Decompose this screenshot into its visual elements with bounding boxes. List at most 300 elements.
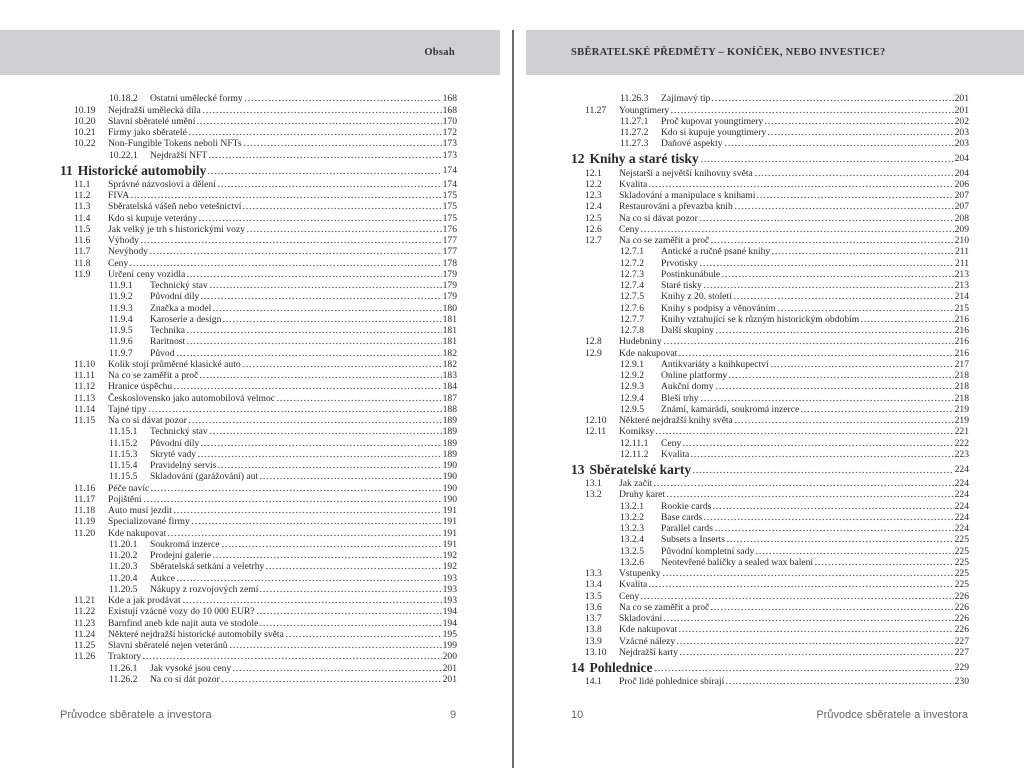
toc-entry[interactable]: [571, 545, 969, 556]
toc-entry[interactable]: [60, 257, 457, 268]
toc-entry-number: 11.20.3: [109, 561, 138, 573]
toc-entry-number: 11.9.5: [109, 325, 133, 336]
toc-entry[interactable]: [60, 494, 457, 505]
toc-entry-number: 11.15.4: [109, 460, 138, 471]
toc-entry-page: 213: [954, 268, 969, 280]
toc-entry-number: 11.3: [74, 201, 91, 213]
toc-entry[interactable]: [571, 392, 969, 403]
toc-entry[interactable]: [571, 190, 969, 201]
right-page-toc: [571, 93, 969, 687]
toc-entry-number: 11.26.1: [109, 662, 138, 674]
toc-entry[interactable]: [60, 460, 457, 471]
toc-entry-number: 13.10: [585, 646, 607, 658]
toc-entry-page: 213: [954, 280, 969, 291]
toc-entry-title: Pravidelný servis: [150, 460, 217, 471]
toc-entry-title: Kvalita: [619, 178, 648, 190]
toc-entry[interactable]: [60, 404, 457, 415]
toc-entry-title: Kvalita: [661, 448, 690, 460]
toc-entry-page: 203: [954, 138, 969, 150]
toc-entry[interactable]: [60, 392, 457, 403]
toc-entry[interactable]: [60, 224, 457, 235]
toc-entry[interactable]: [571, 534, 969, 545]
toc-dot-leader: [259, 619, 441, 627]
toc-entry[interactable]: [571, 590, 969, 601]
toc-entry-page: 208: [954, 212, 969, 224]
toc-dot-leader: [663, 614, 953, 622]
toc-entry-number: 11.25: [74, 640, 96, 651]
toc-entry-page: 182: [442, 347, 457, 359]
toc-entry[interactable]: [571, 489, 969, 500]
toc-entry-title: Původní díly: [150, 291, 200, 303]
toc-entry[interactable]: [571, 557, 969, 568]
toc-entry[interactable]: [60, 314, 457, 325]
toc-entry-number: 10.19: [74, 104, 96, 116]
toc-entry-title: Některé nejdražší knihy světa: [619, 415, 733, 426]
toc-entry-page: 203: [954, 127, 969, 138]
toc-entry-title: Antikvariáty a knihkupectví: [661, 358, 769, 370]
toc-entry[interactable]: [60, 674, 457, 685]
toc-dot-leader: [188, 128, 442, 136]
toc-entry-number: 13.2.5: [620, 545, 644, 557]
toc-entry[interactable]: [60, 584, 457, 595]
toc-chapter-heading[interactable]: [571, 660, 969, 675]
toc-entry-page: 193: [442, 583, 457, 595]
toc-dot-leader: [764, 117, 953, 125]
toc-entry-number: 11.9.2: [109, 291, 133, 303]
toc-entry[interactable]: [571, 302, 969, 313]
toc-entry[interactable]: [60, 149, 457, 160]
toc-dot-leader: [259, 585, 441, 593]
toc-entry[interactable]: [571, 426, 969, 437]
toc-entry-number: 12.10: [585, 415, 607, 426]
toc-dot-leader: [682, 439, 953, 447]
toc-entry-title: Původní kompletní sady: [661, 545, 755, 557]
toc-entry-page: 200: [442, 651, 457, 663]
toc-entry-number: 11.9.1: [109, 280, 133, 291]
toc-entry-title: Na co se zaměřit a proč: [619, 235, 710, 246]
toc-entry-page: 180: [442, 302, 457, 314]
right-footer-page-number: 10: [571, 709, 584, 721]
toc-entry-number: 11.19: [74, 516, 96, 528]
toc-entry[interactable]: [571, 381, 969, 392]
toc-entry[interactable]: [571, 314, 969, 325]
toc-entry-title: Historické automobily: [77, 162, 207, 178]
toc-entry-number: 11.11: [74, 370, 95, 381]
toc-entry-page: 226: [954, 613, 969, 624]
toc-entry-number: 12.11.1: [620, 437, 649, 449]
toc-entry-title: Tajné tipy: [108, 403, 147, 415]
toc-entry-number: 13.6: [585, 601, 602, 613]
toc-entry-title: Staré tisky: [661, 280, 702, 291]
toc-dot-leader: [712, 502, 953, 510]
toc-dot-leader: [229, 641, 442, 649]
toc-dot-leader: [186, 326, 442, 334]
toc-entry-number: 11.6: [74, 235, 91, 246]
toc-entry-number: 11.8: [74, 257, 91, 269]
toc-entry-title: Ceny: [661, 437, 682, 449]
toc-entry-title: Traktory: [108, 651, 142, 663]
toc-entry-number: 13.5: [585, 590, 602, 602]
toc-entry-title: Na co se zaměřit a proč: [619, 601, 710, 613]
toc-entry[interactable]: [60, 190, 457, 201]
toc-entry-number: 11.26.2: [109, 673, 138, 685]
toc-entry[interactable]: [60, 127, 457, 138]
toc-dot-leader: [246, 225, 442, 233]
toc-chapter-heading[interactable]: [571, 462, 969, 477]
toc-entry[interactable]: [60, 280, 457, 291]
toc-dot-leader: [670, 106, 953, 114]
toc-entry[interactable]: [60, 617, 457, 628]
toc-dot-leader: [710, 236, 953, 244]
toc-entry-page: 202: [954, 115, 969, 127]
toc-entry-number: 11.20: [74, 527, 96, 539]
toc-dot-leader: [130, 191, 441, 199]
toc-entry-number: 11.21: [74, 595, 96, 606]
toc-entry-number: 11.15.2: [109, 437, 138, 449]
toc-entry-page: 195: [442, 628, 457, 640]
toc-entry-number: 12.7.4: [620, 280, 644, 291]
toc-entry-page: 182: [442, 358, 457, 370]
toc-dot-leader: [654, 664, 954, 672]
toc-entry[interactable]: [60, 595, 457, 606]
toc-entry-number: 11.1: [74, 178, 91, 190]
toc-entry-page: 172: [442, 127, 457, 138]
toc-entry[interactable]: [60, 116, 457, 127]
toc-entry[interactable]: [60, 482, 457, 493]
toc-entry[interactable]: [60, 93, 457, 104]
toc-entry[interactable]: [571, 449, 969, 460]
toc-entry-page: 201: [954, 104, 969, 116]
toc-entry-page: 193: [442, 572, 457, 584]
toc-entry[interactable]: [571, 602, 969, 613]
toc-entry[interactable]: [60, 381, 457, 392]
toc-entry[interactable]: [60, 449, 457, 460]
toc-entry-page: 177: [442, 235, 457, 246]
toc-entry[interactable]: [571, 613, 969, 624]
toc-entry[interactable]: [60, 651, 457, 662]
toc-entry-page: 177: [442, 246, 457, 258]
toc-dot-leader: [259, 472, 441, 480]
toc-entry-number: 12.9.5: [620, 403, 644, 415]
toc-entry-number: 12.1: [585, 167, 602, 179]
toc-entry-number: 11.9.7: [109, 347, 133, 359]
toc-dot-leader: [129, 259, 441, 267]
left-footer-page-number: 9: [450, 709, 457, 721]
toc-entry-page: 207: [954, 190, 969, 201]
toc-entry-page: 218: [954, 370, 969, 381]
toc-entry-number: 11.20.5: [109, 583, 138, 595]
toc-entry[interactable]: [571, 325, 969, 336]
toc-entry-title: Rookie cards: [661, 500, 712, 512]
toc-dot-leader: [265, 562, 441, 570]
toc-dot-leader: [182, 596, 442, 604]
toc-entry-page: 226: [954, 601, 969, 613]
toc-entry-number: 11.9.4: [109, 313, 133, 325]
toc-entry-title: Vstupenky: [619, 568, 661, 579]
toc-entry-title: Původní díly: [150, 437, 200, 449]
toc-entry[interactable]: [571, 201, 969, 212]
toc-entry[interactable]: [571, 336, 969, 347]
toc-entry[interactable]: [60, 291, 457, 302]
toc-entry-page: 204: [954, 167, 969, 179]
toc-entry-title: Online platformy: [661, 370, 728, 381]
toc-entry[interactable]: [571, 635, 969, 646]
toc-entry[interactable]: [60, 516, 457, 527]
toc-entry-page: 226: [954, 624, 969, 636]
toc-entry[interactable]: [60, 415, 457, 426]
toc-chapter-heading[interactable]: [60, 163, 457, 178]
toc-entry-title: Kde nakupovat: [619, 347, 678, 359]
toc-entry[interactable]: [60, 539, 457, 550]
toc-entry-title: Zajímavý tip: [661, 93, 711, 105]
toc-entry-title: Na co si dát pozor: [150, 673, 220, 685]
toc-entry[interactable]: [60, 662, 457, 673]
toc-entry-title: Značka a model: [150, 302, 212, 314]
toc-entry-number: 10.18.2: [109, 93, 138, 105]
toc-entry[interactable]: [60, 246, 457, 257]
toc-entry-title: Ceny: [619, 590, 640, 602]
toc-entry[interactable]: [60, 505, 457, 516]
toc-entry[interactable]: [60, 201, 457, 212]
toc-entry-number: 12.3: [585, 190, 602, 201]
toc-entry-number: 11.27: [585, 104, 607, 116]
toc-entry-page: 216: [954, 325, 969, 336]
toc-entry-number: 11.16: [74, 482, 96, 494]
toc-entry[interactable]: [571, 624, 969, 635]
toc-entry-title: Soukromá inzerce: [150, 538, 220, 550]
toc-entry-number: 13.2.6: [620, 556, 644, 568]
toc-dot-leader: [814, 558, 954, 566]
toc-dot-leader: [711, 94, 953, 102]
toc-entry[interactable]: [571, 415, 969, 426]
toc-dot-leader: [800, 405, 953, 413]
toc-entry-title: Parallel cards: [661, 523, 713, 534]
toc-entry-number: 13.9: [585, 635, 602, 647]
toc-dot-leader: [726, 535, 954, 543]
toc-entry-page: 175: [442, 190, 457, 201]
toc-entry-page: 224: [954, 463, 969, 475]
toc-entry[interactable]: [60, 527, 457, 538]
toc-entry[interactable]: [571, 116, 969, 127]
book-spine-divider: [512, 30, 514, 768]
toc-entry[interactable]: [571, 104, 969, 115]
toc-entry[interactable]: [60, 212, 457, 223]
toc-entry[interactable]: [571, 478, 969, 489]
toc-entry-title: Daňové aspekty: [661, 138, 723, 150]
left-page-header: [0, 30, 500, 75]
toc-entry-number: 12.8: [585, 336, 602, 348]
toc-entry-number: 12.7: [585, 235, 602, 246]
toc-entry[interactable]: [60, 370, 457, 381]
toc-entry-title: Knihy s podpisy a věnováním: [661, 302, 776, 314]
toc-entry[interactable]: [60, 336, 457, 347]
toc-entry[interactable]: [571, 512, 969, 523]
toc-entry-title: Technický stav: [150, 280, 208, 291]
toc-entry[interactable]: [60, 426, 457, 437]
toc-entry-number: 12.7.3: [620, 268, 644, 280]
toc-entry-page: 189: [442, 426, 457, 438]
toc-dot-leader: [217, 461, 441, 469]
toc-entry-number: 14.1: [585, 676, 602, 687]
toc-entry-title: Knihy z 20. století: [661, 291, 732, 303]
toc-entry-number: 11.27.3: [620, 138, 649, 150]
toc-entry[interactable]: [571, 523, 969, 534]
toc-entry-page: 221: [954, 426, 969, 438]
toc-entry[interactable]: [60, 325, 457, 336]
toc-entry[interactable]: [60, 104, 457, 115]
toc-entry[interactable]: [60, 629, 457, 640]
toc-entry-title: Nejdražší NFT: [150, 149, 208, 161]
toc-entry-page: 224: [954, 489, 969, 501]
toc-entry-title: Nejdražší umělecká díla: [108, 104, 201, 116]
toc-entry[interactable]: [571, 212, 969, 223]
toc-dot-leader: [212, 304, 441, 312]
toc-entry[interactable]: [571, 647, 969, 658]
toc-entry[interactable]: [571, 347, 969, 358]
toc-entry-title: Kolik stojí průměrné klasické auto: [108, 358, 241, 370]
toc-entry[interactable]: [60, 550, 457, 561]
toc-entry[interactable]: [60, 302, 457, 313]
toc-entry[interactable]: [571, 93, 969, 104]
toc-entry[interactable]: [571, 167, 969, 178]
toc-entry-number: 13.2.3: [620, 523, 644, 534]
toc-entry[interactable]: [571, 568, 969, 579]
toc-entry-page: 183: [442, 370, 457, 381]
toc-entry-page: 224: [954, 478, 969, 489]
toc-entry-title: Youngtimery: [619, 104, 670, 116]
toc-entry-title: Nejstarší a největší knihovny světa: [619, 167, 753, 179]
toc-entry[interactable]: [571, 138, 969, 149]
toc-entry-number: 12.7.7: [620, 313, 644, 325]
toc-entry[interactable]: [571, 291, 969, 302]
toc-entry[interactable]: [60, 471, 457, 482]
toc-entry[interactable]: [571, 500, 969, 511]
toc-entry-number: 11.20.2: [109, 550, 138, 561]
toc-dot-leader: [222, 315, 441, 323]
toc-entry-number: 12.9: [585, 347, 602, 359]
toc-entry[interactable]: [571, 404, 969, 415]
toc-entry-title: Firmy jako sběratelé: [108, 127, 187, 138]
toc-dot-leader: [715, 382, 954, 390]
toc-entry-number: 11.26: [74, 651, 96, 663]
toc-dot-leader: [648, 180, 953, 188]
toc-entry[interactable]: [571, 579, 969, 590]
toc-entry-number: 11.27.1: [620, 115, 649, 127]
toc-entry-number: 12: [571, 151, 585, 167]
toc-dot-leader: [209, 281, 442, 289]
toc-dot-leader: [756, 191, 953, 199]
toc-dot-leader: [860, 315, 953, 323]
toc-entry-title: Technický stav: [150, 426, 208, 438]
toc-entry[interactable]: [60, 235, 457, 246]
toc-entry-page: 191: [442, 527, 457, 539]
toc-entry[interactable]: [571, 269, 969, 280]
toc-entry-page: 193: [442, 595, 457, 606]
toc-entry-title: Prodejní galerie: [150, 550, 212, 561]
toc-dot-leader: [714, 524, 954, 532]
toc-dot-leader: [173, 506, 442, 514]
toc-entry-title: Auto musí jezdit: [108, 505, 172, 516]
toc-entry[interactable]: [60, 347, 457, 358]
toc-entry[interactable]: [571, 246, 969, 257]
toc-dot-leader: [191, 517, 442, 525]
toc-entry-page: 190: [442, 460, 457, 471]
right-footer-book-title: Průvodce sběratele a investora: [816, 709, 968, 721]
toc-entry-page: 194: [442, 606, 457, 618]
toc-dot-leader: [142, 652, 441, 660]
toc-entry-title: Na co si dávat pozor: [619, 212, 698, 224]
toc-entry-page: 181: [442, 336, 457, 348]
toc-entry[interactable]: [60, 269, 457, 280]
toc-entry[interactable]: [60, 437, 457, 448]
right-header-title: SBĚRATELSKÉ PŘEDMĚTY – KONÍČEK, NEBO INVESTICE?: [571, 47, 886, 58]
toc-entry-number: 13.4: [585, 579, 602, 591]
toc-entry[interactable]: [571, 179, 969, 190]
toc-entry-number: 13.7: [585, 613, 602, 624]
toc-entry-page: 175: [442, 212, 457, 224]
toc-dot-leader: [640, 592, 953, 600]
toc-entry-title: Původ: [150, 347, 175, 359]
toc-entry-page: 219: [954, 415, 969, 426]
toc-entry[interactable]: [60, 606, 457, 617]
toc-entry-page: 224: [954, 500, 969, 512]
toc-entry-title: Kde a jak prodávat: [108, 595, 181, 606]
toc-entry-title: Nákupy z rozvojových zemí: [150, 583, 259, 595]
toc-entry[interactable]: [571, 370, 969, 381]
toc-entry[interactable]: [571, 359, 969, 370]
toc-entry-page: 192: [442, 550, 457, 561]
toc-entry-page: 191: [442, 516, 457, 528]
toc-dot-leader: [699, 259, 954, 267]
toc-entry[interactable]: [60, 572, 457, 583]
toc-dot-leader: [663, 337, 954, 345]
toc-dot-leader: [662, 569, 954, 577]
toc-entry-number: 13.1: [585, 478, 602, 489]
toc-entry-title: Existují vzácné vozy do 10 000 EUR?: [108, 606, 255, 618]
toc-entry-title: Péče navíc: [108, 482, 150, 494]
toc-dot-leader: [771, 247, 954, 255]
toc-entry[interactable]: [571, 676, 969, 687]
toc-entry-title: Skryté vady: [150, 448, 197, 460]
toc-entry[interactable]: [60, 179, 457, 190]
toc-entry[interactable]: [571, 437, 969, 448]
toc-entry[interactable]: [60, 640, 457, 651]
toc-entry-number: 11.13: [74, 392, 96, 404]
toc-entry[interactable]: [571, 257, 969, 268]
toc-dot-leader: [196, 117, 441, 125]
toc-entry[interactable]: [60, 561, 457, 572]
toc-entry-title: Barnfind aneb kde najít auta ve stodole: [108, 617, 259, 629]
toc-entry[interactable]: [571, 280, 969, 291]
toc-entry-title: Ceny: [619, 223, 640, 235]
toc-chapter-heading[interactable]: [571, 151, 969, 166]
toc-entry[interactable]: [571, 127, 969, 138]
toc-dot-leader: [221, 675, 442, 683]
toc-entry-title: Komiksy: [619, 426, 655, 438]
toc-entry-number: 12.6: [585, 223, 602, 235]
toc-entry-number: 11.7: [74, 246, 91, 258]
toc-dot-leader: [209, 427, 442, 435]
toc-dot-leader: [754, 169, 954, 177]
toc-entry[interactable]: [571, 224, 969, 235]
toc-dot-leader: [285, 630, 442, 638]
toc-entry-title: Antické a ručně psané knihy: [661, 246, 771, 258]
toc-entry-number: 12.9.2: [620, 370, 644, 381]
toc-entry[interactable]: [60, 359, 457, 370]
toc-entry[interactable]: [60, 138, 457, 149]
toc-entry-number: 10.22.1: [109, 149, 138, 161]
toc-entry[interactable]: [571, 235, 969, 246]
